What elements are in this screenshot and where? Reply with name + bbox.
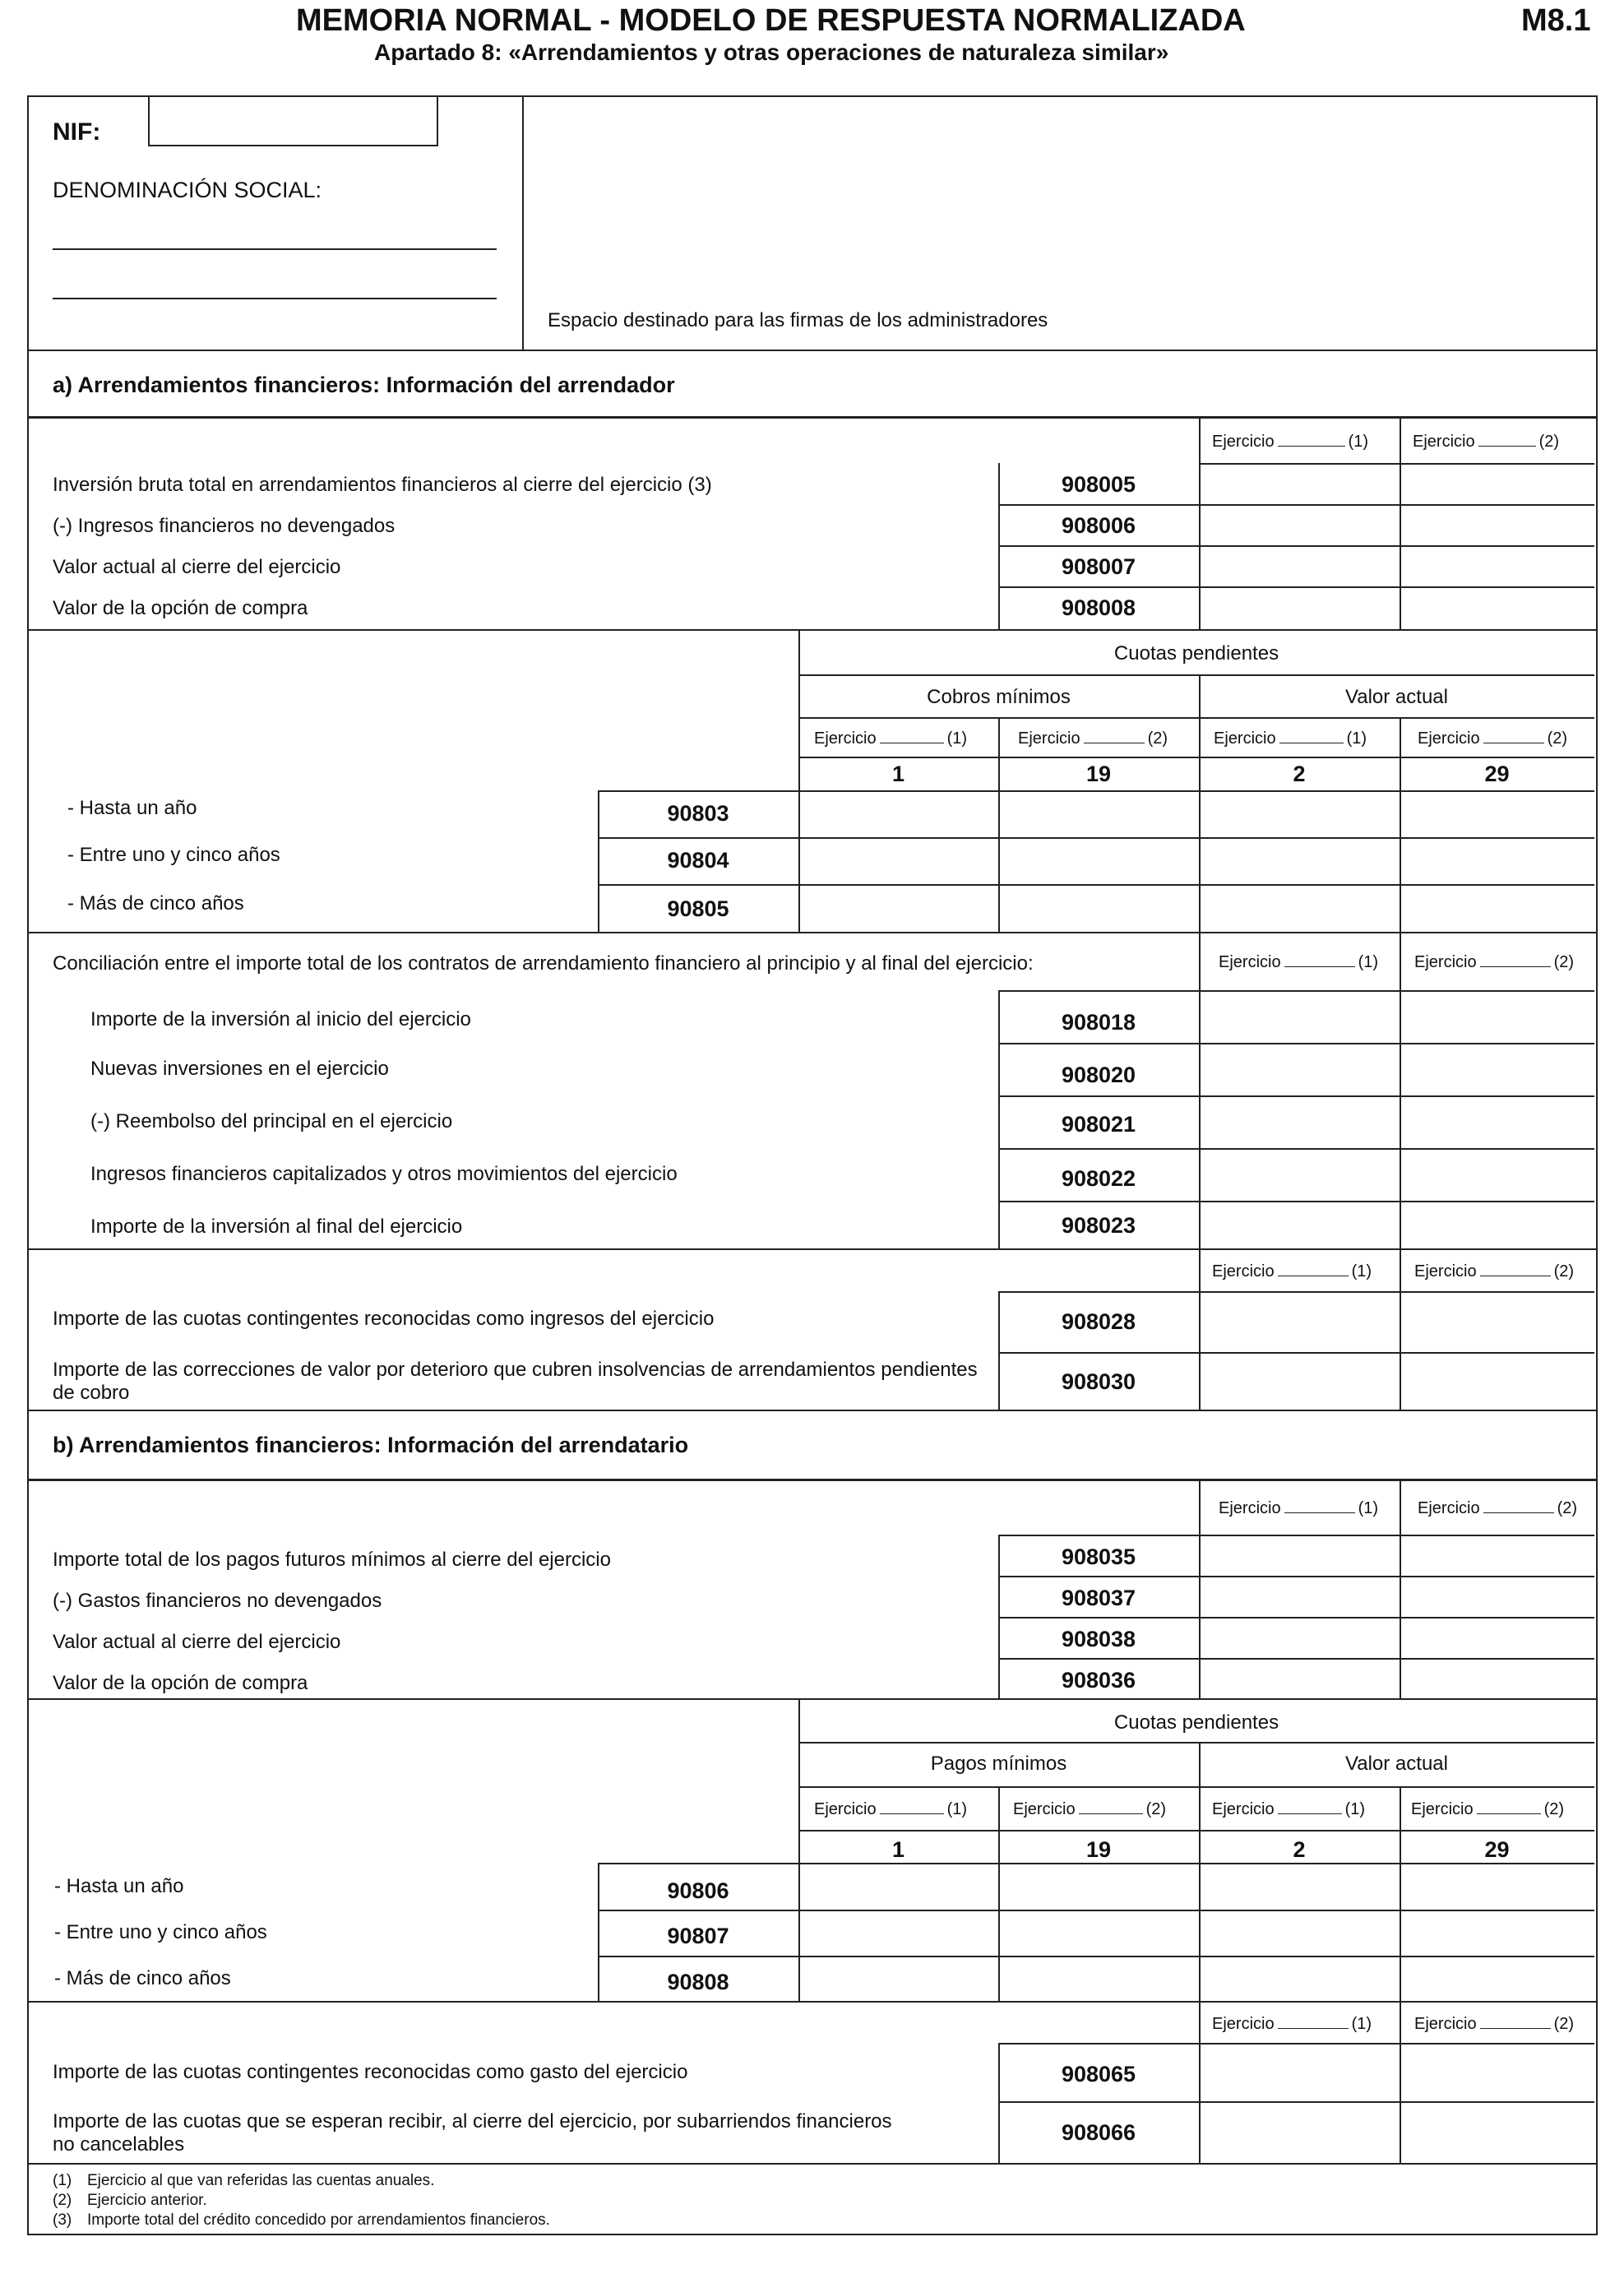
a-cuotas-row-label: - Más de cinco años: [67, 892, 244, 915]
denominacion-line-1[interactable]: [53, 248, 497, 250]
a-conciliacion-row-label: Nuevas inversiones en el ejercicio: [90, 1058, 389, 1080]
ejercicio-header-1: Ejercicio (1): [1219, 953, 1379, 971]
b-value-input-row[interactable]: [1201, 1618, 1594, 1656]
ejercicio-header-2: Ejercicio (2): [1418, 1499, 1578, 1517]
a-cuotas-row-label: - Entre uno y cinco años: [67, 844, 280, 866]
b-cuotas-group-1: Pagos mínimos: [930, 1753, 1067, 1775]
a-conciliacion-row-code: 908018: [1061, 1010, 1136, 1035]
a-value-input[interactable]: [1201, 465, 1398, 502]
a-row-code: 908005: [1061, 472, 1136, 497]
a-row-label: (-) Ingresos financieros no devengados: [53, 515, 396, 537]
b-cuotas-col-code: 2: [1293, 1837, 1306, 1862]
nif-label: NIF:: [53, 118, 101, 146]
ejercicio-header-2: Ejercicio (2): [1414, 1262, 1575, 1280]
a-value-input[interactable]: [1201, 588, 1398, 627]
b-cuotas-title: Cuotas pendientes: [1113, 1711, 1279, 1734]
a-correcciones-input-row[interactable]: [1201, 1354, 1594, 1408]
footnote-num: (3): [53, 2211, 72, 2229]
b-cuotas-input-row[interactable]: [800, 1957, 1594, 1999]
a-contingentes-label: Importe de las cuotas contingentes reconocidas como ingresos del ejercicio: [53, 1308, 715, 1330]
a-value-input[interactable]: [1201, 547, 1398, 585]
b-cuotas-row-label: - Más de cinco años: [54, 1967, 231, 1989]
ejercicio-header-2: Ejercicio (2): [1018, 729, 1168, 748]
b-contingentes-code: 908065: [1061, 2062, 1136, 2086]
a-conciliacion-row-label: Importe de la inversión al inicio del ejercicio: [90, 1008, 471, 1030]
b-row-label: Valor de la opción de compra: [53, 1672, 308, 1694]
b-row-code: 908035: [1061, 1544, 1136, 1569]
a-row-code: 908007: [1061, 554, 1136, 579]
ejercicio-header-2: Ejercicio (2): [1418, 729, 1568, 748]
a-conciliacion-input-row[interactable]: [1201, 1044, 1594, 1094]
denominacion-line-2[interactable]: [53, 298, 497, 299]
a-contingentes-code: 908028: [1061, 1309, 1136, 1334]
b-cuotas-col-code: 29: [1484, 1837, 1510, 1862]
footnote-num: (2): [53, 2192, 72, 2209]
b-cuotas-row-code: 90806: [667, 1878, 729, 1903]
b-cuotas-row-code: 90808: [667, 1970, 729, 1994]
footnote-text: Ejercicio al que van referidas las cuentas anuales.: [87, 2172, 435, 2189]
a-value-input[interactable]: [1401, 506, 1594, 544]
a-cuotas-input-row[interactable]: [800, 839, 1594, 882]
a-correcciones-code: 908030: [1061, 1369, 1136, 1394]
b-row-label: Valor actual al cierre del ejercicio: [53, 1631, 341, 1653]
a-contingentes-input-row[interactable]: [1201, 1293, 1594, 1350]
b-contingentes-label: Importe de las cuotas contingentes reconocidas como gasto del ejercicio: [53, 2061, 688, 2083]
b-subarriendos-code: 908066: [1061, 2120, 1136, 2145]
signature-label: Espacio destinado para las firmas de los administradores: [548, 309, 1048, 331]
a-conciliacion-input-row[interactable]: [1201, 1097, 1594, 1146]
b-cuotas-row-label: - Hasta un año: [54, 1875, 184, 1897]
a-conciliacion-row-label: Ingresos financieros capitalizados y otros movimientos del ejercicio: [90, 1163, 678, 1185]
a-cuotas-row-code: 90805: [667, 896, 729, 921]
a-cuotas-group-2: Valor actual: [1345, 686, 1448, 708]
footnote-text: Ejercicio anterior.: [87, 2192, 207, 2209]
b-value-input-row[interactable]: [1201, 1577, 1594, 1615]
b-subarriendos-label: no cancelables: [53, 2133, 185, 2156]
a-conciliacion-row-code: 908023: [1061, 1213, 1136, 1238]
a-conciliacion-title: Conciliación entre el importe total de los contratos de arrendamiento financiero al principio y al final del ejercicio:: [53, 952, 1034, 975]
b-row-label: (-) Gastos financieros no devengados: [53, 1590, 382, 1612]
b-value-input-row[interactable]: [1201, 1660, 1594, 1697]
ejercicio-header-1: Ejercicio (1): [1219, 1499, 1379, 1517]
ejercicio-header-1: Ejercicio (1): [814, 1800, 968, 1818]
id-bottom-line: [27, 350, 1596, 351]
a-cuotas-row-code: 90804: [667, 848, 729, 873]
ejercicio-header-1: Ejercicio (1): [1212, 433, 1369, 451]
b-cuotas-group-2: Valor actual: [1345, 1753, 1448, 1775]
section-a-title: a) Arrendamientos financieros: Información del arrendador: [53, 373, 675, 397]
denominacion-label: DENOMINACIÓN SOCIAL:: [53, 178, 322, 202]
a-conciliacion-row-code: 908021: [1061, 1112, 1136, 1137]
a-conciliacion-row-code: 908020: [1061, 1063, 1136, 1087]
a-conciliacion-row-label: (-) Reembolso del principal en el ejercicio: [90, 1110, 453, 1132]
b-cuotas-col-code: 19: [1085, 1837, 1112, 1862]
a-cuotas-group-1: Cobros mínimos: [927, 686, 1071, 708]
a-cuotas-col-code: 29: [1484, 762, 1510, 786]
ejercicio-header-2: Ejercicio (2): [1414, 953, 1575, 971]
a-row-code: 908008: [1061, 595, 1136, 620]
footnote-text: Importe total del crédito concedido por arrendamientos financieros.: [87, 2211, 550, 2229]
b-cuotas-row-label: - Entre uno y cinco años: [54, 1921, 267, 1943]
ejercicio-header-2: Ejercicio (2): [1413, 433, 1560, 451]
a-row-label: Valor actual al cierre del ejercicio: [53, 556, 341, 578]
ejercicio-header-1: Ejercicio (1): [814, 729, 968, 748]
b-cuotas-row-code: 90807: [667, 1924, 729, 1948]
a-value-input[interactable]: [1401, 547, 1594, 585]
a-conciliacion-row-label: Importe de la inversión al final del ejercicio: [90, 1216, 463, 1238]
form-subtitle: Apartado 8: «Arrendamientos y otras operaciones de naturaleza similar»: [374, 39, 1169, 65]
ejercicio-header-1: Ejercicio (1): [1214, 729, 1367, 748]
b-row-code: 908038: [1061, 1627, 1136, 1651]
b-cuotas-col-code: 1: [891, 1837, 905, 1862]
ejercicio-header-1: Ejercicio (1): [1212, 2015, 1372, 2033]
signature-area[interactable]: [524, 97, 1594, 349]
a-conciliacion-input-row[interactable]: [1201, 1150, 1594, 1199]
b-subarriendos-label: Importe de las cuotas que se esperan recibir, al cierre del ejercicio, por subarriendos financieros: [53, 2110, 892, 2132]
b-cuotas-input-row[interactable]: [800, 1864, 1594, 1908]
a-conciliacion-input-row[interactable]: [1201, 1202, 1594, 1247]
a-cuotas-input-row[interactable]: [800, 886, 1594, 930]
ejercicio-header-2: Ejercicio (2): [1414, 2015, 1575, 2033]
footnote-num: (1): [53, 2172, 72, 2189]
b-row-code: 908036: [1061, 1668, 1136, 1693]
a-value-input[interactable]: [1401, 588, 1594, 627]
b-cuotas-input-row[interactable]: [800, 1911, 1594, 1954]
a-cuotas-input-row[interactable]: [800, 792, 1594, 836]
a-cuotas-col-code: 2: [1293, 762, 1306, 786]
a-value-input[interactable]: [1401, 465, 1594, 502]
a-row-label: Inversión bruta total en arrendamientos financieros al cierre del ejercicio (3): [53, 474, 712, 496]
a-row-label: Valor de la opción de compra: [53, 597, 308, 619]
a-cuotas-row-label: - Hasta un año: [67, 797, 197, 819]
ejercicio-header-1: Ejercicio (1): [1212, 1262, 1372, 1280]
a-cuotas-row-code: 90803: [667, 801, 729, 826]
section-b-title: b) Arrendamientos financieros: Información del arrendatario: [53, 1433, 689, 1457]
a-cuotas-title: Cuotas pendientes: [1113, 642, 1279, 665]
form-code: M8.1: [1521, 3, 1591, 38]
b-contingentes-input-row[interactable]: [1201, 2045, 1594, 2100]
a-row-code: 908006: [1061, 513, 1136, 538]
form-title: MEMORIA NORMAL - MODELO DE RESPUESTA NORMALIZADA: [296, 3, 1246, 38]
b-value-input-row[interactable]: [1201, 1536, 1594, 1574]
a-value-input[interactable]: [1201, 506, 1398, 544]
ejercicio-header-1: Ejercicio (1): [1212, 1800, 1366, 1818]
a-correcciones-label: de cobro: [53, 1382, 130, 1404]
ejercicio-header-2: Ejercicio (2): [1411, 1800, 1565, 1818]
ejercicio-header-2: Ejercicio (2): [1013, 1800, 1167, 1818]
b-subarriendos-input-row[interactable]: [1201, 2103, 1594, 2161]
b-row-code: 908037: [1061, 1586, 1136, 1610]
a-cuotas-col-code: 19: [1085, 762, 1112, 786]
nif-input[interactable]: [148, 95, 438, 146]
a-cuotas-col-code: 1: [891, 762, 905, 786]
a-correcciones-label: Importe de las correcciones de valor por deterioro que cubren insolvencias de arrendamientos pendientes: [53, 1359, 978, 1381]
section-a-title-line: [27, 416, 1596, 419]
b-row-label: Importe total de los pagos futuros mínimos al cierre del ejercicio: [53, 1549, 611, 1571]
a-conciliacion-input-row[interactable]: [1201, 992, 1594, 1041]
a-conciliacion-row-code: 908022: [1061, 1166, 1136, 1191]
